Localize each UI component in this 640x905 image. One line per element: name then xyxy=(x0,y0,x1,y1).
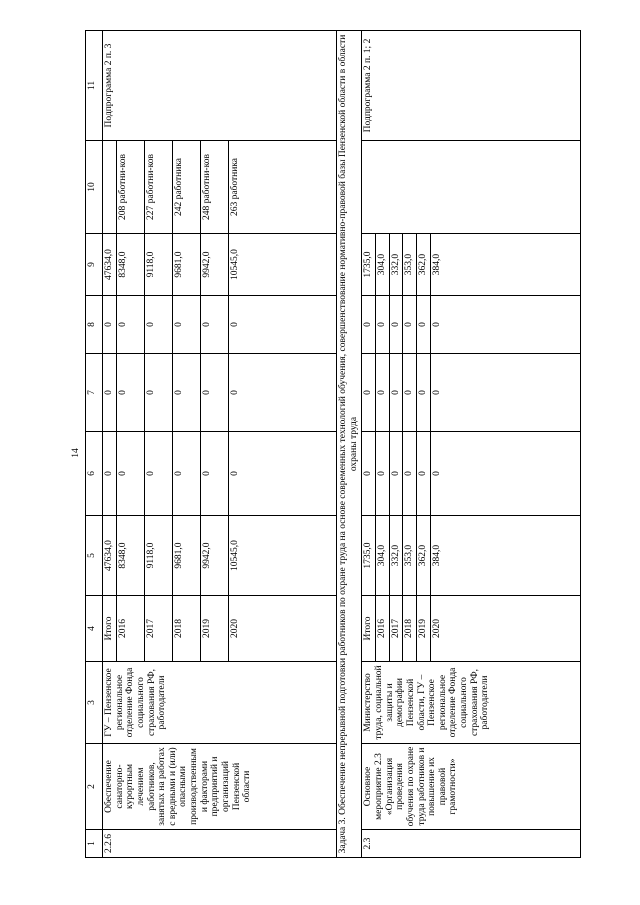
value-cell: 0 xyxy=(389,296,403,354)
value-cell: 0 xyxy=(376,432,390,516)
value-cell: 0 xyxy=(228,296,336,354)
indicator-cell xyxy=(362,141,580,234)
indicator-cell xyxy=(103,141,117,234)
page-number: 14 xyxy=(71,448,81,458)
year-cell: 2017 xyxy=(144,596,172,662)
total-cell: 47634,0 xyxy=(103,516,117,596)
value-cell: 362,0 xyxy=(416,234,430,296)
value-cell: 0 xyxy=(103,432,117,516)
program-ref: Подпрограмма 2 п. 3 xyxy=(103,31,337,141)
year-cell: 2018 xyxy=(403,596,417,662)
event-name: Обеспечение санаторно-курортным лечением работников, занятых на работах с вредными и (или) опасными производственными факторами предприятий и организаций Пензенской области xyxy=(103,744,337,830)
value-cell: 9118,0 xyxy=(144,234,172,296)
executor: ГУ – Пензенское региональное отделение Фонда социального страхования РФ, работодатели xyxy=(103,662,337,744)
value-cell: 0 xyxy=(362,296,376,354)
row-number: 2.3 xyxy=(362,830,580,858)
column-header: 4 xyxy=(86,596,103,662)
column-number-row xyxy=(86,31,103,858)
indicator-cell: 248 работни-ков xyxy=(200,141,228,234)
value-cell: 0 xyxy=(362,354,376,432)
value-cell: 10545,0 xyxy=(228,234,336,296)
value-cell: 9942,0 xyxy=(200,234,228,296)
total-cell: 362,0 xyxy=(416,516,430,596)
value-cell: 0 xyxy=(362,432,376,516)
column-header: 11 xyxy=(86,31,103,141)
total-cell: 9942,0 xyxy=(200,516,228,596)
value-cell: 0 xyxy=(403,354,417,432)
year-cell: 2016 xyxy=(376,596,390,662)
value-cell: 0 xyxy=(144,354,172,432)
rotated-table-container xyxy=(85,31,561,858)
value-cell: 0 xyxy=(116,354,144,432)
column-header: 6 xyxy=(86,432,103,516)
year-cell: 2016 xyxy=(116,596,144,662)
value-cell: 0 xyxy=(416,354,430,432)
task-row xyxy=(336,31,362,858)
value-cell: 0 xyxy=(430,354,580,432)
value-cell: 1735,0 xyxy=(362,234,376,296)
column-header: 10 xyxy=(86,141,103,234)
value-cell: 0 xyxy=(172,432,200,516)
total-cell: 8348,0 xyxy=(116,516,144,596)
value-cell: 0 xyxy=(200,296,228,354)
total-cell: 9681,0 xyxy=(172,516,200,596)
value-cell: 353,0 xyxy=(403,234,417,296)
value-cell: 47634,0 xyxy=(103,234,117,296)
column-header: 1 xyxy=(86,830,103,858)
year-cell: 2019 xyxy=(200,596,228,662)
indicator-cell: 208 работни-ков xyxy=(116,141,144,234)
total-cell: 332,0 xyxy=(389,516,403,596)
value-cell: 0 xyxy=(228,354,336,432)
value-cell: 0 xyxy=(172,296,200,354)
column-header: 9 xyxy=(86,234,103,296)
program-ref: Подпрограмма 2 п. 1; 2 xyxy=(362,31,580,141)
value-cell: 0 xyxy=(389,432,403,516)
value-cell: 0 xyxy=(416,296,430,354)
value-cell: 0 xyxy=(376,354,390,432)
column-header: 2 xyxy=(86,744,103,830)
value-cell: 0 xyxy=(200,432,228,516)
value-cell: 8348,0 xyxy=(116,234,144,296)
year-cell: 2020 xyxy=(430,596,580,662)
value-cell: 0 xyxy=(403,296,417,354)
year-cell: 2018 xyxy=(172,596,200,662)
value-cell: 0 xyxy=(144,296,172,354)
value-cell: 0 xyxy=(416,432,430,516)
row-number: 2.2.6 xyxy=(103,830,337,858)
value-cell: 0 xyxy=(403,432,417,516)
value-cell: 332,0 xyxy=(389,234,403,296)
table-row xyxy=(103,31,117,858)
total-cell: 353,0 xyxy=(403,516,417,596)
value-cell: 0 xyxy=(103,296,117,354)
year-cell: 2019 xyxy=(416,596,430,662)
value-cell: 0 xyxy=(389,354,403,432)
value-cell: 0 xyxy=(116,296,144,354)
indicator-cell: 227 работни-ков xyxy=(144,141,172,234)
total-cell: 304,0 xyxy=(376,516,390,596)
total-cell: 384,0 xyxy=(430,516,580,596)
total-cell: 10545,0 xyxy=(228,516,336,596)
year-cell: 2017 xyxy=(389,596,403,662)
value-cell: 0 xyxy=(430,432,580,516)
table-row xyxy=(362,31,376,858)
indicator-cell: 263 работника xyxy=(228,141,336,234)
value-cell: 304,0 xyxy=(376,234,390,296)
total-cell: 9118,0 xyxy=(144,516,172,596)
program-events-table xyxy=(85,30,581,858)
column-header: 3 xyxy=(86,662,103,744)
total-cell: 1735,0 xyxy=(362,516,376,596)
value-cell: 0 xyxy=(144,432,172,516)
value-cell: 9681,0 xyxy=(172,234,200,296)
year-cell: Итого xyxy=(103,596,117,662)
event-name: Основное мероприятие 2.3 «Организация проведения обучения по охране труда работников и повышение их правовой грамотности» xyxy=(362,744,580,830)
year-cell: 2020 xyxy=(228,596,336,662)
value-cell: 0 xyxy=(376,296,390,354)
executor: Министерство труда, социальной защиты и демографии Пензенской области, ГУ – Пензенское региональное отделение Фонда социального страхования РФ, работодатели xyxy=(362,662,580,744)
value-cell: 0 xyxy=(172,354,200,432)
column-header: 7 xyxy=(86,354,103,432)
value-cell: 0 xyxy=(103,354,117,432)
task-heading: Задача 3. Обеспечение непрерывной подготовки работников по охране труда на основе современных технологий обучения, совершенствование нормативно-правовой базы Пензенской области в области охраны труда xyxy=(336,31,362,858)
year-cell: Итого xyxy=(362,596,376,662)
value-cell: 0 xyxy=(200,354,228,432)
column-header: 5 xyxy=(86,516,103,596)
value-cell: 0 xyxy=(228,432,336,516)
value-cell: 384,0 xyxy=(430,234,580,296)
indicator-cell: 242 работника xyxy=(172,141,200,234)
column-header: 8 xyxy=(86,296,103,354)
value-cell: 0 xyxy=(430,296,580,354)
value-cell: 0 xyxy=(116,432,144,516)
